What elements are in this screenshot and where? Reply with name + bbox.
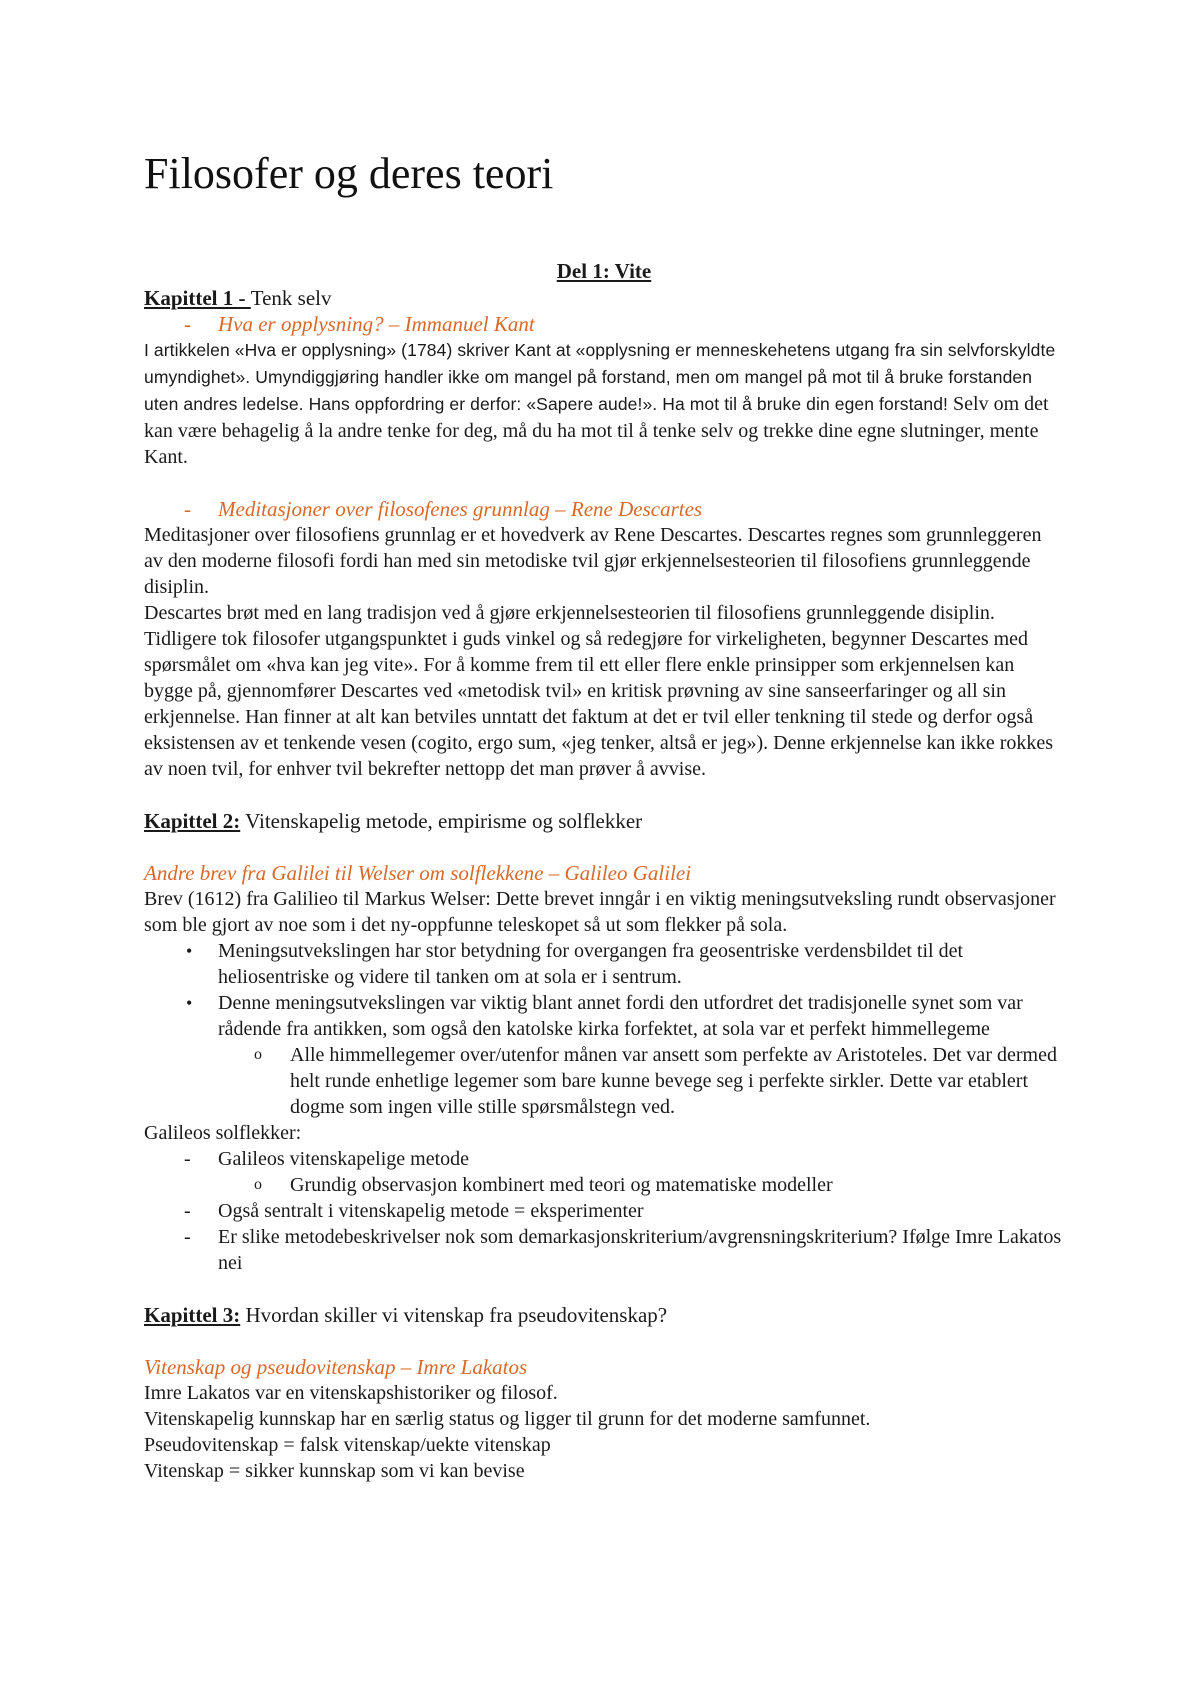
kant-heading-text: Hva er opplysning? – Immanuel Kant	[218, 312, 535, 336]
kant-text-serif: Selv om det kan være behagelig å la andre tenke for deg, må du ha mot til å tenke selv og trekke dine egne slutninger, mente Kant.	[144, 393, 1049, 468]
chapter-1-label: Kapittel 1 -	[144, 286, 251, 310]
chapter-1-heading	[144, 285, 1064, 311]
chapter-1-subtitle: Tenk selv	[250, 286, 332, 310]
circle-marker: o	[254, 1176, 262, 1193]
bullet-text: Denne meningsutvekslingen var viktig blant annet fordi den utfordret det tradisjonelle synet som var rådende fra antikken, som også den katolske kirka forfektet, at sola var et perfekt himmellegeme	[218, 992, 1023, 1040]
bullet-marker: •	[186, 941, 193, 961]
lakatos-line-4: Vitenskap = sikker kunnskap som vi kan bevise	[144, 1460, 525, 1482]
descartes-paragraph-1: Meditasjoner over filosofiens grunnlag er et hovedverk av Rene Descartes. Descartes regnes som grunnleggeren av den moderne filosofi fordi han med sin metodiske tvil gjør erkjennelsesteorien til filosofiens grunnleggende disiplin.	[144, 524, 1042, 598]
chapter-3-subtitle: Hvordan skiller vi vitenskap fra pseudovitenskap?	[240, 1303, 668, 1327]
list-item	[144, 1198, 1064, 1224]
galilei-paragraph: Brev (1612) fra Galilieo til Markus Welser: Dette brevet inngår i en viktig meningsutveksling rundt observasjoner som ble gjort av noe som i det ny-oppfunne teleskopet så ut som flekker på sola.	[144, 888, 1056, 936]
chapter-3-label: Kapittel 3:	[144, 1303, 241, 1327]
dash-marker: -	[184, 497, 191, 521]
dash-marker: -	[184, 1226, 191, 1248]
galilei-bullet-list	[144, 938, 1064, 1042]
sub-bullet-text: Alle himmellegemer over/utenfor månen var ansett som perfekte av Aristoteles. Det var dermed helt runde enhetlige legemer som bare kunne bevege seg i perfekte sirkler. Dette var etablert dogme som ingen ville stille spørsmålstegn ved.	[290, 1044, 1057, 1118]
dash-text: Galileos vitenskapelige metode	[218, 1148, 470, 1170]
chapter-2-label: Kapittel 2:	[144, 809, 241, 833]
chapter-2-subtitle: Vitenskapelig metode, empirisme og solflekker	[240, 809, 643, 833]
lakatos-line-3: Pseudovitenskap = falsk vitenskap/uekte vitenskap	[144, 1434, 551, 1456]
solflekker-label: Galileos solflekker:	[144, 1122, 302, 1144]
dash-text: Også sentralt i vitenskapelig metode = eksperimenter	[218, 1200, 644, 1222]
lakatos-heading: Vitenskap og pseudovitenskap – Imre Lakatos	[144, 1355, 528, 1379]
list-item	[144, 1042, 1064, 1120]
descartes-heading-text: Meditasjoner over filosofenes grunnlag – Rene Descartes	[218, 497, 703, 521]
chapter-3-heading	[144, 1302, 1064, 1328]
galilei-sub-list	[144, 1042, 1064, 1120]
descartes-paragraph-2: Descartes brøt med en lang tradisjon ved å gjøre erkjennelsesteorien til filosofiens grunnleggende disiplin. Tidligere tok filosofer utgangspunktet i guds vinkel og så redegjøre for virkeligheten, begynner Descartes med spørsmålet om «hva kan jeg vite». For å komme frem til ett eller flere enkle prinsipper som erkjennelsen kan bygge på, gjennomfører Descartes ved «metodisk tvil» en kritisk prøvning av sine sanseerfaringer og all sin erkjennelse. Han finner at alt kan betviles unntatt det faktum at det er tvil eller tenkning til stede og derfor også eksistensen av et tenkende vesen (cogito, ergo sum, «jeg tenker, altså er jeg»). Denne erkjennelse kan ikke rokkes av noen tvil, for enhver tvil bekrefter nettopp det man prøver å avvise.	[144, 602, 1054, 780]
document-title: Filosofer og deres teori	[144, 149, 554, 198]
lakatos-line-2: Vitenskapelig kunnskap har en særlig status og ligger til grunn for det moderne samfunnet.	[144, 1408, 871, 1430]
dash-text: Er slike metodebeskrivelser nok som demarkasjonskriterium/avgrensningskriterium? Ifølge Imre Lakatos nei	[218, 1226, 1062, 1274]
list-item	[144, 990, 1064, 1042]
list-item	[144, 1146, 1064, 1172]
circle-marker: o	[254, 1046, 262, 1063]
lakatos-line-1: Imre Lakatos var en vitenskapshistoriker og filosof.	[144, 1382, 558, 1404]
part-heading: Del 1: Vite	[556, 259, 652, 283]
galilei-heading: Andre brev fra Galilei til Welser om solflekkene – Galileo Galilei	[144, 861, 692, 885]
sub-bullet-text: Grundig observasjon kombinert med teori og matematiske modeller	[290, 1174, 833, 1196]
kant-paragraph	[144, 337, 1064, 470]
list-item	[144, 1224, 1064, 1276]
chapter-2-heading	[144, 808, 1064, 834]
descartes-heading	[144, 496, 1064, 522]
bullet-text: Meningsutvekslingen har stor betydning for overgangen fra geosentriske verdensbildet til det heliosentriske og videre til tanken om at sola er i sentrum.	[218, 940, 963, 988]
bullet-marker: •	[186, 993, 193, 1013]
list-item	[144, 1172, 1064, 1198]
kant-heading	[144, 311, 1064, 337]
kant-text-sans: I artikkelen «Hva er opplysning» (1784) skriver Kant at «opplysning er menneskehetens utgang fra sin selvforskyldte umyndighet». Umyndiggjøring handler ikke om mangel på forstand, men om mangel på mot til å bruke forstanden uten andres ledelse. Hans oppfordring er derfor: «Sapere aude!». Ha mot til å bruke din egen forstand!	[144, 340, 1056, 414]
dash-marker: -	[184, 312, 191, 336]
list-item	[144, 938, 1064, 990]
document-body	[144, 285, 1064, 1484]
dash-marker: -	[184, 1200, 191, 1222]
dash-marker: -	[184, 1148, 191, 1170]
method-sub-list	[144, 1172, 1064, 1198]
